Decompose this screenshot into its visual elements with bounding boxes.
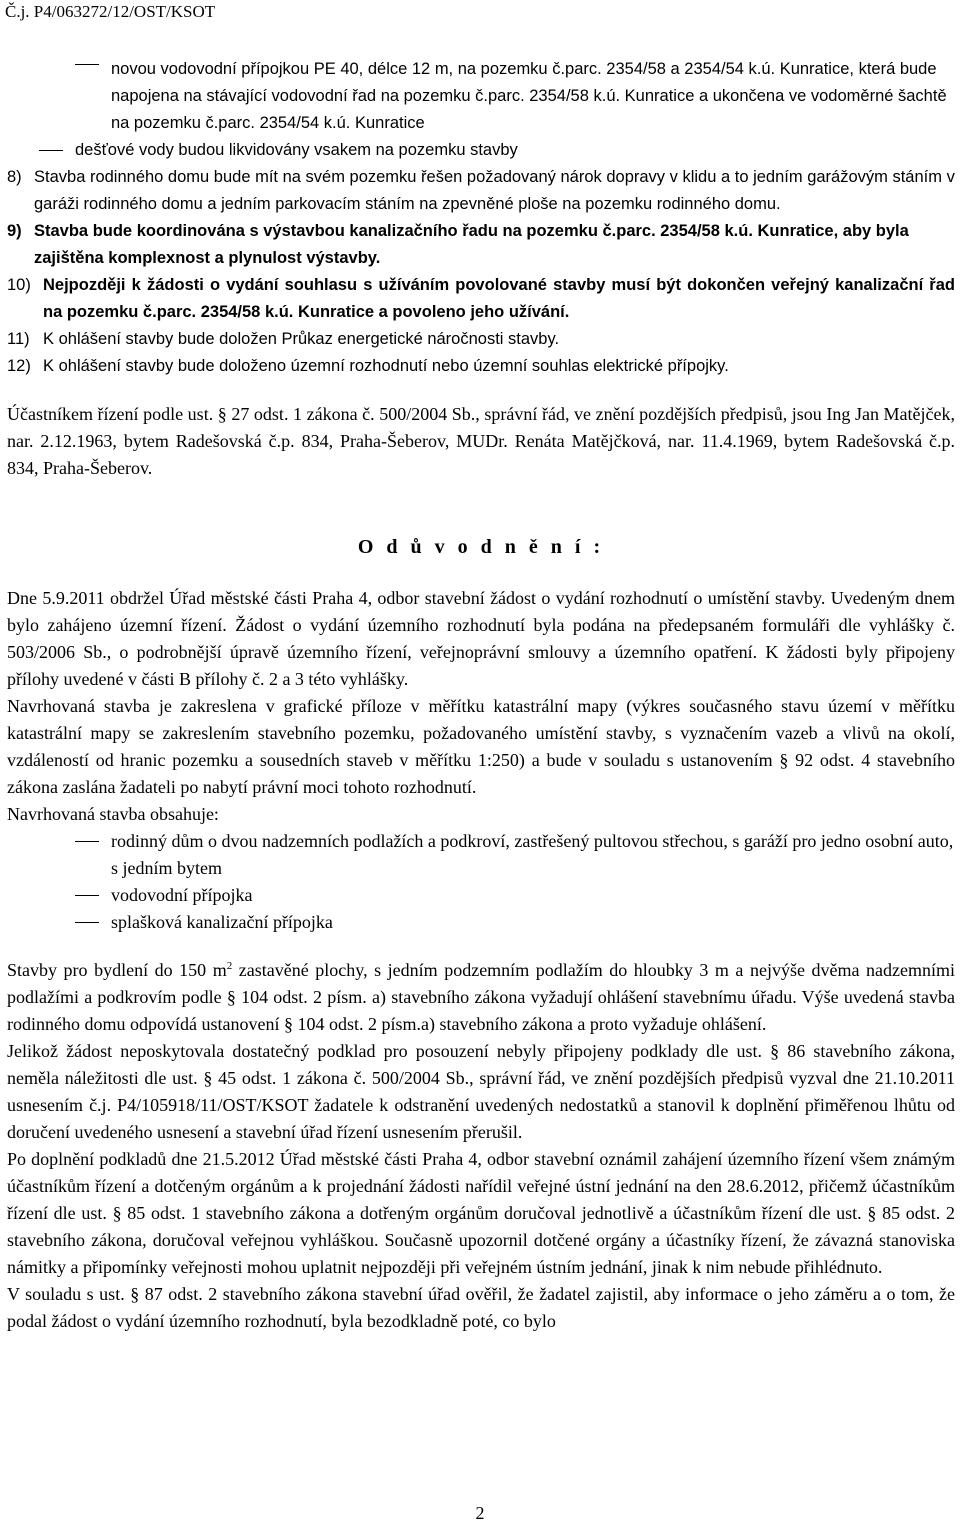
dash-bullet-icon (75, 64, 99, 65)
paragraph: Navrhovaná stavba je zakreslena v grafické příloze v měřítku katastrální mapy (výkres současného stavu území v měřítku katastrální mapy se zakreslením stavebního pozemku, požadovaného umístění stavby, s vyznačením vazeb a vlivů na okolí, vzdáleností od hranic pozemku a sousedních staveb v měřítku 1:250) a bude v souladu s ustanovením § 92 odst. 4 stavebního zákona zaslána žadateli po nabytí právní moci tohoto rozhodnutí. (7, 696, 955, 797)
condition-text: K ohlášení stavby bude doložen Průkaz energetické náročnosti stavby. (43, 330, 560, 348)
condition-text: Stavba rodinného domu bude mít na svém pozemku řešen požadovaný nárok dopravy v klidu a to jedním garážovým stáním v garáži rodinného domu a jedním parkovacím stáním na zpevněné ploše na pozemku rodinného domu. (34, 168, 955, 213)
dash-bullet-icon (75, 841, 99, 842)
participants-paragraph: Účastníkem řízení podle ust. § 27 odst. 1 zákona č. 500/2004 Sb., správní řád, ve znění pozdějších předpisů, jsou Ing Jan Matějček, nar. 2.12.1963, bytem Radešovská č.p. 834, Praha-Šeberov, MUDr. Renáta Matějčková, nar. 11.4.1969, bytem Radešovská č.p. 834, Praha-Šeberov. (7, 404, 955, 478)
condition-number: 10) (7, 276, 31, 294)
paragraph-text: Stavby pro bydlení do 150 m (7, 960, 227, 980)
condition-10 (7, 272, 955, 326)
paragraph: Dne 5.9.2011 obdržel Úřad městské části Praha 4, odbor stavební žádost o vydání rozhodnutí o umístění stavby. Uvedeným dnem bylo zahájeno územní řízení. Žádost o vydání územního rozhodnutí byla podána na předepsaném formuláři dle vyhlášky č. 503/2006 Sb., o podrobnější úpravě územního řízení, veřejnoprávní smlouvy a územního opatření. K žádosti byly připojeny přílohy uvedené v části B přílohy č. 2 a 3 této vyhlášky. (7, 588, 955, 689)
list-item-text: rodinný dům o dvou nadzemních podlažích a podkroví, zastřešený pultovou střechou, s garáží pro jedno osobní auto, s jedním bytem (111, 831, 954, 878)
condition-number: 11) (7, 330, 30, 348)
paragraph: Po doplnění podkladů dne 21.5.2012 Úřad městské části Praha 4, odbor stavební oznámil zahájení územního řízení všem známým účastníkům řízení a dotčeným orgánům a k projednání žádosti nařídil veřejné ústní jednání na den 28.6.2012, přičemž účastníkům řízení dle ust. § 85 odst. 1 stavebního zákona a dotřeným orgánům doručoval jednotlivě a účastníkům řízení dle ust. § 85 odst. 2 stavebního zákona, doručoval veřejnou vyhláškou. Současně upozornil dotčené orgány a účastníky řízení, že závazná stanoviska námitky a připomínky veřejnosti mohou uplatnit nejpozději při veřejném ústním jednání, jinak k nim nebude přihlédnuto. (7, 1149, 955, 1277)
list-item-text: vodovodní přípojka (111, 885, 253, 905)
dash-bullet-icon (75, 922, 99, 923)
list-item-text: dešťové vody budou likvidovány vsakem na pozemku stavby (75, 141, 518, 159)
list-item (7, 909, 955, 936)
condition-8 (7, 164, 955, 218)
dash-bullet-icon (75, 895, 99, 896)
list-item (7, 56, 955, 137)
condition-number: 12) (7, 357, 31, 375)
condition-12 (7, 353, 955, 380)
condition-number: 9) (7, 222, 22, 240)
condition-11 (7, 326, 955, 353)
condition-continuation-list (7, 56, 955, 164)
document-reference: Č.j. P4/063272/12/OST/KSOT (5, 2, 216, 21)
document-body (7, 56, 955, 1335)
conditions-list (7, 164, 955, 380)
list-item-text: splašková kanalizační přípojka (111, 912, 333, 932)
list-item (0, 137, 955, 164)
condition-text: Stavba bude koordinována s výstavbou kanalizačního řadu na pozemku č.parc. 2354/58 k.ú. Kunratice, aby byla zajištěna komplexnost a plynulost výstavby. (34, 222, 909, 267)
condition-number: 8) (7, 168, 22, 186)
page-number: 2 (475, 1503, 485, 1523)
condition-text: Nejpozději k žádosti o vydání souhlasu s užíváním povolované stavby musí být dokončen veřejný kanalizační řad na pozemku č.parc. 2354/58 k.ú. Kunratice a povoleno jeho užívání. (43, 276, 955, 321)
paragraph: Jelikož žádost neposkytovala dostatečný podklad pro posouzení nebyly připojeny podklady dle ust. § 86 stavebního zákona, neměla náležitosti dle ust. § 45 odst. 1 zákona č. 500/2004 Sb., správní řád, ve znění pozdějších předpisů vyzval dne 21.10.2011 usnesením č.j. P4/105918/11/OST/KSOT žadatele k odstranění uvedených nedostatků a stanovil k doplnění přiměřenou lhůtu od doručení uvedeného usnesení a stavební úřad řízení usnesením přerušil. (7, 1041, 955, 1142)
paragraph (7, 957, 955, 1038)
list-item (7, 828, 955, 882)
dash-bullet-icon (39, 150, 63, 151)
paragraph-text: zastavěné plochy, s jedním podzemním podlažím do hloubky 3 m a nejvýše dvěma nadzemními podlažími a podkrovím podle § 104 odst. 2 písm. a) stavebního zákona vyžadují ohlášení stavebnímu úřadu. Výše uvedená stavba rodinného domu odpovídá ustanovení § 104 odst. 2 písm.a) stavebního zákona a proto vyžaduje ohlášení. (7, 960, 955, 1034)
list-item (7, 882, 955, 909)
paragraph: V souladu s ust. § 87 odst. 2 stavebního zákona stavební úřad ověřil, že žadatel zajistil, aby informace o jeho záměru a o tom, že podal žádost o vydání územního rozhodnutí, byla bezodkladně poté, co bylo (7, 1284, 955, 1331)
paragraph: Navrhovaná stavba obsahuje: (7, 804, 219, 824)
list-item-text: novou vodovodní přípojkou PE 40, délce 12 m, na pozemku č.parc. 2354/58 a 2354/54 k.ú. Kunratice, která bude napojena na stávající vodovodní řad na pozemku č.parc. 2354/58 k.ú. Kunratice a ukončena ve vodoměrné šachtě na pozemku č.parc. 2354/54 k.ú. Kunratice (111, 60, 947, 132)
building-contents-list (7, 828, 955, 936)
condition-text: K ohlášení stavby bude doloženo územní rozhodnutí nebo územní souhlas elektrické přípojky. (43, 357, 729, 375)
condition-9 (7, 218, 955, 272)
superscript: 2 (226, 960, 233, 972)
reasoning-heading: O d ů v o d n ě n í : (357, 536, 605, 558)
